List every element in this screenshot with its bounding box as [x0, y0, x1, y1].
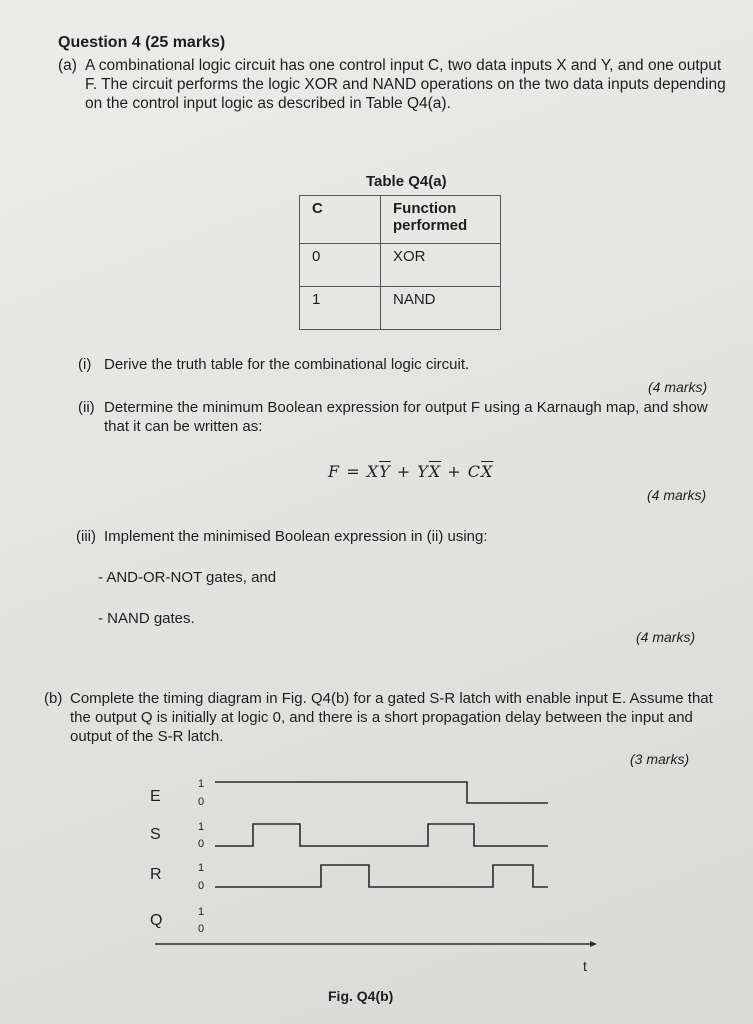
table-cell-function: NAND	[381, 287, 501, 330]
signal-label-s: S	[150, 826, 161, 843]
level-high-q: 1	[197, 906, 205, 918]
formula-term1-a: X	[366, 462, 380, 481]
formula-term2-a: Y	[417, 462, 429, 481]
level-low-e: 0	[197, 796, 205, 808]
part-b-text: Complete the timing diagram in Fig. Q4(b) for a gated S-R latch with enable input E. Assume that the output Q is initially at logic 0, and there is a short propagation delay between the input and output of the S-R latch.	[70, 690, 713, 745]
time-axis-arrowhead	[590, 941, 597, 947]
level-low-q: 0	[197, 923, 205, 935]
waveform-r	[215, 865, 548, 887]
signal-label-r: R	[150, 866, 162, 883]
part-a-iii-marks: (4 marks)	[636, 629, 696, 645]
table-caption: Table Q4(a)	[366, 173, 447, 190]
formula-term1-b: $\overline{Y}$	[379, 462, 391, 481]
formula-plus1: +	[390, 462, 418, 481]
part-a-i-text: Derive the truth table for the combinational logic circuit.	[104, 356, 470, 373]
part-a-label: (a)	[58, 57, 77, 74]
time-axis-label: t	[583, 958, 587, 974]
part-a-ii-marks: (4 marks)	[647, 487, 707, 503]
part-a-iii-option2: - NAND gates.	[98, 610, 195, 627]
part-a-i-marks: (4 marks)	[648, 379, 708, 395]
formula-plus2: +	[441, 462, 468, 481]
part-a-ii-label: (ii)	[78, 399, 95, 416]
formula-lhs: F =	[328, 462, 367, 481]
waveform-s	[215, 824, 548, 846]
part-a-iii-option1: - AND-OR-NOT gates, and	[98, 569, 277, 586]
table-cell-function: XOR	[381, 244, 501, 287]
level-low-s: 0	[197, 838, 205, 850]
formula-term3-a: C	[467, 462, 481, 481]
part-a-i-label: (i)	[78, 356, 92, 373]
table-header-c: C	[300, 196, 381, 244]
part-a-iii-label: (iii)	[76, 528, 96, 545]
part-a-iii-text: Implement the minimised Boolean expression in (ii) using:	[104, 528, 488, 545]
table-header-function: Function performed	[381, 196, 501, 244]
signal-label-e: E	[150, 788, 161, 805]
signal-label-q: Q	[150, 912, 163, 929]
table-cell-c: 1	[300, 287, 381, 330]
question-title: Question 4 (25 marks)	[58, 34, 226, 51]
table-cell-c: 0	[300, 244, 381, 287]
level-high-e: 1	[197, 778, 205, 790]
part-b-marks: (3 marks)	[630, 751, 690, 767]
level-high-r: 1	[197, 862, 205, 874]
level-low-r: 0	[197, 880, 205, 892]
part-b-label: (b)	[44, 690, 63, 707]
formula-term3-b: $\overline{X}$	[481, 462, 494, 481]
waveform-e	[215, 782, 548, 803]
part-a-ii-text: Determine the minimum Boolean expression for output F using a Karnaugh map, and show that it can be written as:	[104, 399, 708, 435]
figure-caption: Fig. Q4(b)	[328, 988, 394, 1004]
level-high-s: 1	[197, 821, 205, 833]
part-a-intro: A combinational logic circuit has one control input C, two data inputs X and Y, and one output F. The circuit performs the logic XOR and NAND operations on the two data inputs depending on the control input logic as described in Table Q4(a).	[85, 57, 726, 112]
formula-term2-b: $\overline{X}$	[428, 462, 442, 481]
